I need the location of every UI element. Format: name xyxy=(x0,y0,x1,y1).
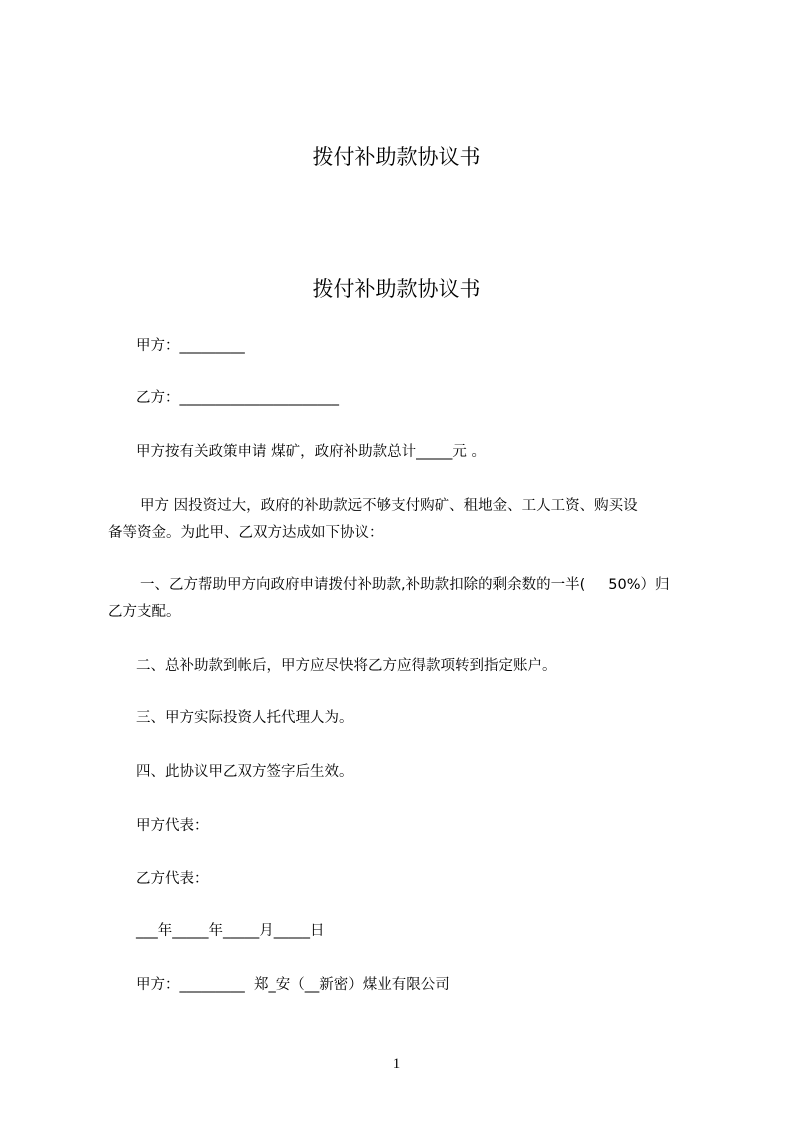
clause-4: 四、此协议甲乙双方签字后生效。 xyxy=(136,764,354,780)
footer-party-line: 甲方：_________ 郑_安（__新密）煤业有限公司 xyxy=(136,977,450,993)
party-a-representative: 甲方代表： xyxy=(136,818,209,834)
clause-3: 三、甲方实际投资人托代理人为。 xyxy=(136,710,354,726)
party-b-representative: 乙方代表： xyxy=(136,871,209,887)
party-b-line: 乙方：______________________ xyxy=(136,390,339,406)
document-title: 拨付补助款协议书 xyxy=(312,277,481,301)
party-a-line: 甲方：_________ xyxy=(136,338,245,354)
intro-paragraph: 甲方按有关政策申请 煤矿，政府补助款总计_____元 。 xyxy=(136,444,486,460)
page-number: 1 xyxy=(392,1056,401,1072)
header-title: 拨付补助款协议书 xyxy=(312,145,481,169)
paragraph-1-line-2: 备等资金。为此甲、乙双方达成如下协议： xyxy=(108,525,384,541)
date-line: ___年_____年_____月_____日 xyxy=(136,923,325,939)
paragraph-1-line-1: 甲方 因投资过大，政府的补助款远不够支付购矿、租地金、工人工资、购买设 xyxy=(140,498,638,514)
clause-1-line-2: 乙方支配。 xyxy=(108,604,181,620)
clause-1-line-1: 一、乙方帮助甲方向政府申请拨付补助款,补助款扣除的剩余数的一半( 50%）归 xyxy=(140,577,670,593)
clause-2: 二、总补助款到帐后，甲方应尽快将乙方应得款项转到指定账户。 xyxy=(136,658,557,674)
